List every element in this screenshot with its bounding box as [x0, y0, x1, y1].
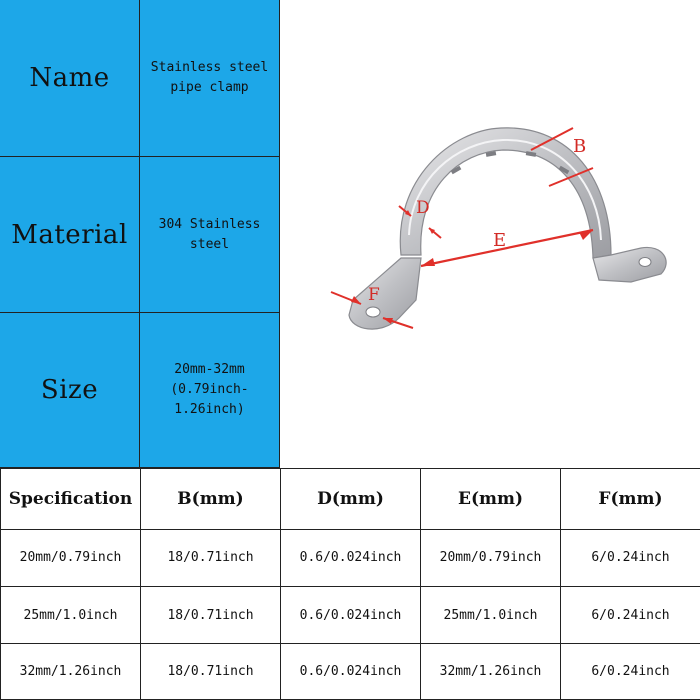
- cell-f: 6/0.24inch: [561, 529, 700, 586]
- e-arrow: [421, 230, 593, 266]
- size-row: [0, 313, 280, 468]
- pipe-clamp-diagram: [281, 0, 700, 468]
- left-foot-hole: [366, 307, 380, 317]
- name-value: Stainless steel pipe clamp: [140, 0, 280, 157]
- cell-d: 0.6/0.024inch: [281, 529, 421, 586]
- header-e: E(mm): [421, 469, 561, 530]
- header-specification: Specification: [1, 469, 141, 530]
- cell-d: 0.6/0.024inch: [281, 587, 421, 644]
- header-b: B(mm): [141, 469, 281, 530]
- label-b: B: [573, 136, 587, 157]
- e-arrowhead-left: [421, 258, 435, 266]
- cell-e: 25mm/1.0inch: [421, 587, 561, 644]
- label-d: D: [416, 198, 430, 218]
- size-label: Size: [0, 313, 140, 468]
- pipe-clamp-illustration: [281, 0, 700, 468]
- material-value: 304 Stainless steel: [140, 157, 280, 313]
- product-info-panel: [0, 0, 280, 468]
- name-row: [0, 0, 280, 157]
- cell-specification: 32mm/1.26inch: [1, 644, 141, 700]
- table-row: [1, 529, 700, 586]
- cell-specification: 20mm/0.79inch: [1, 529, 141, 586]
- cell-b: 18/0.71inch: [141, 587, 281, 644]
- material-label: Material: [0, 157, 140, 313]
- specification-table: [0, 468, 700, 700]
- table-row: [1, 644, 700, 700]
- header-d: D(mm): [281, 469, 421, 530]
- table-row: [1, 587, 700, 644]
- cell-f: 6/0.24inch: [561, 644, 700, 700]
- label-f: F: [368, 285, 380, 305]
- table-header-row: [1, 469, 700, 530]
- header-f: F(mm): [561, 469, 700, 530]
- size-value: 20mm-32mm (0.79inch- 1.26inch): [140, 313, 280, 468]
- cell-specification: 25mm/1.0inch: [1, 587, 141, 644]
- material-row: [0, 157, 280, 313]
- right-foot-hole: [639, 258, 651, 267]
- cell-d: 0.6/0.024inch: [281, 644, 421, 700]
- label-e: E: [493, 230, 507, 251]
- cell-e: 20mm/0.79inch: [421, 529, 561, 586]
- cell-e: 32mm/1.26inch: [421, 644, 561, 700]
- cell-f: 6/0.24inch: [561, 587, 700, 644]
- cell-b: 18/0.71inch: [141, 644, 281, 700]
- cell-b: 18/0.71inch: [141, 529, 281, 586]
- name-label: Name: [0, 0, 140, 157]
